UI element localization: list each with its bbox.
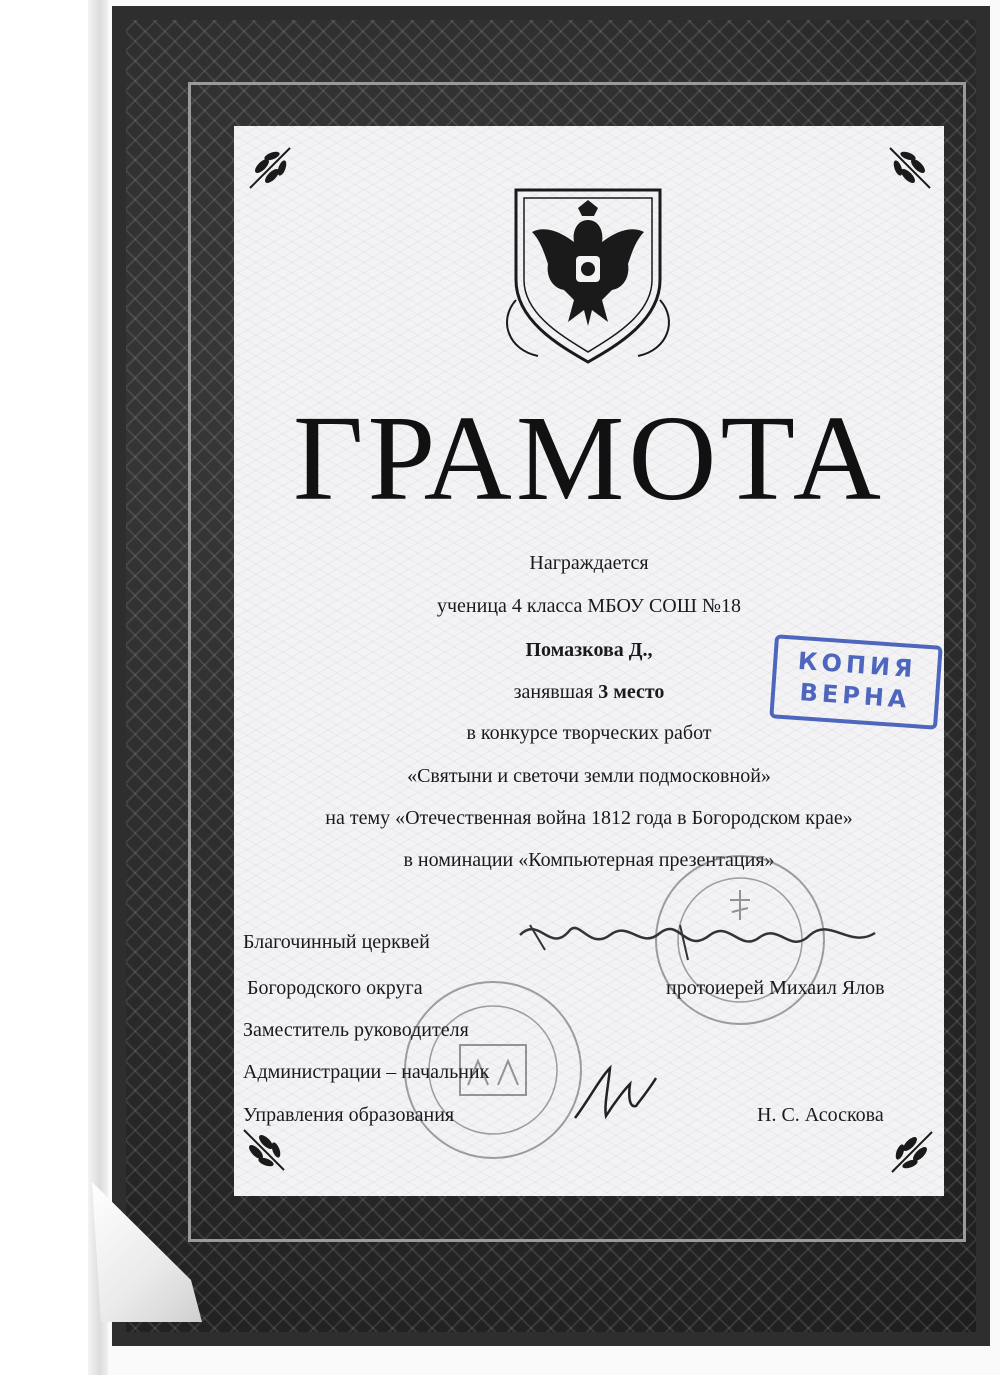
laurel-ornament-icon — [884, 1124, 940, 1180]
awarded-line: Награждается — [529, 552, 649, 574]
theme-line: на тему «Отечественная война 1812 года в Богородском крае» — [325, 807, 853, 829]
signatory2-name: Н. С. Асоскова — [757, 1104, 884, 1126]
place-value: 3 место — [598, 681, 665, 703]
stamp-line-1: КОПИЯ — [797, 646, 918, 684]
signatory1-name: протоиерей Михаил Ялов — [666, 977, 885, 999]
laurel-ornament-icon — [236, 1122, 292, 1178]
signatory2-title-line3: Управления образования — [243, 1104, 455, 1126]
signatory2-title-line1: Заместитель руководителя — [243, 1019, 469, 1041]
certificate-title: ГРАМОТА — [292, 391, 885, 526]
contest-name-line: «Святыни и светочи земли подмосковной» — [407, 765, 771, 787]
place-prefix: занявшая — [513, 681, 599, 703]
scan-edge — [88, 0, 108, 1375]
signature-yalov — [510, 905, 890, 975]
laurel-ornament-icon — [242, 140, 298, 196]
contest-line: в конкурсе творческих работ — [466, 722, 712, 744]
laurel-ornament-icon — [882, 140, 938, 196]
stamp-line-2: ВЕРНА — [798, 678, 912, 714]
copy-verified-stamp — [769, 634, 942, 730]
signatory1-title-line1: Благочинный церквей — [243, 931, 430, 953]
coat-of-arms-emblem — [488, 180, 688, 370]
signature-asoskova — [570, 1058, 660, 1128]
student-line: ученица 4 класса МБОУ СОШ №18 — [436, 595, 742, 617]
nomination-line: в номинации «Компьютерная презентация» — [403, 849, 775, 871]
signatory1-title-line2: Богородского округа — [247, 977, 423, 999]
signatory2-title-line2: Администрации – начальник — [243, 1061, 490, 1083]
recipient-name: Помазкова Д., — [525, 639, 653, 661]
